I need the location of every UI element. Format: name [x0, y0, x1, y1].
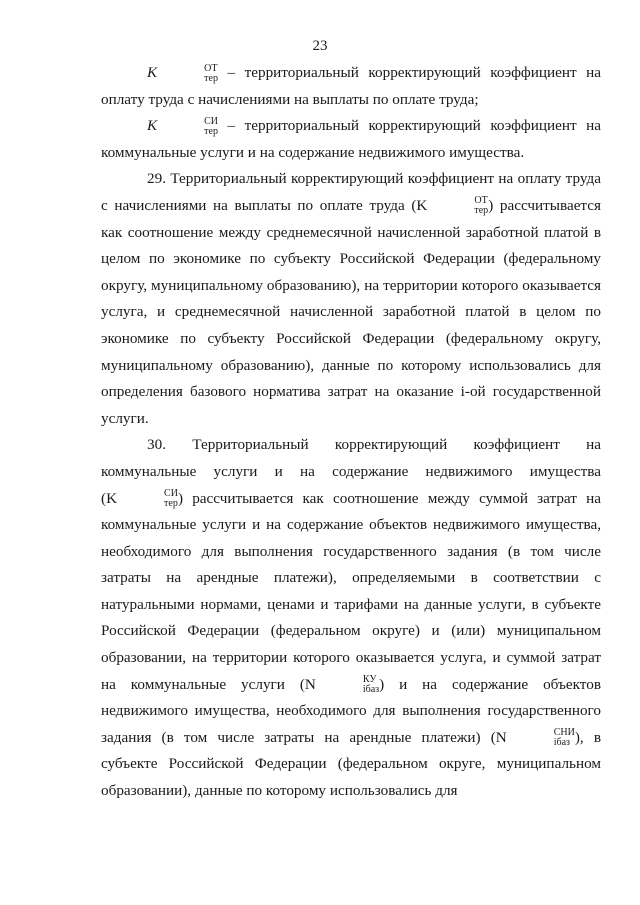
definition-si — [101, 113, 601, 166]
symbol-k-ot-inline: K ОТ тер — [416, 195, 489, 217]
definition-si-text: – территориальный корректирующий коэффициент на коммунальные услуги и на содержание недвижимого имущества. — [101, 117, 601, 161]
definition-ot — [101, 60, 601, 113]
page-number: 23 — [312, 38, 328, 54]
symbol-n-ku: N КУ iбаз — [304, 674, 380, 696]
paragraph-29: 29. Территориальный корректирующий коэффициент на оплату труда с начислениями на выплаты по оплате труда (K ОТ тер ) рассчитывается как соотношение между среднемесячной начисленной заработной платой в целом по экономике по субъекту Российской Федерации (федеральному округу, муниципальному образованию), на территории которого оказывается услуга, и среднемесячной начисленной заработной платой в целом по экономике по субъекту Российской Федерации (федеральному округу, муниципальному образованию), данные по которому использовались для определения базового норматива затрат на оказание i-ой государственной услуги. — [101, 170, 601, 427]
symbol-n-sni: N СНИ iбаз — [495, 727, 575, 749]
paragraph-30: 30. Территориальный корректирующий коэффициент на коммунальные услуги и на содержание недвижимого имущества (K СИ тер ) рассчитывается как соотношение между суммой затрат на коммунальные услуги и на содержание объектов недвижимого имущества, необходимого для выполнения государственного задания (в том числе затраты на арендные платежи), определяемыми в соответствии с натуральными нормами, ценами и тарифами на данные услуги, в субъекте Российской Федерации (федеральном округе) и (или) муниципальном образовании, на территории которого оказывается услуга, и суммой затрат на коммунальные услуги (N КУ iбаз ) и на содержание объектов недвижимого имущества, необходимого для выполнения государственного задания (в том числе затраты на арендные платежи) (N СНИ iбаз ), в субъекте Российской Федерации (федеральном округе, муниципальном образовании), данные по которому использовались для — [101, 436, 601, 800]
symbol-k-ot: K ОТ тер — [147, 62, 218, 84]
document-body — [101, 60, 601, 805]
symbol-k-si-inline: K СИ тер — [106, 488, 178, 510]
symbol-k-si: K СИ тер — [147, 115, 219, 137]
definition-ot-text: – территориальный корректирующий коэффициент на оплату труда с начислениями на выплаты по оплате труда; — [101, 64, 601, 108]
